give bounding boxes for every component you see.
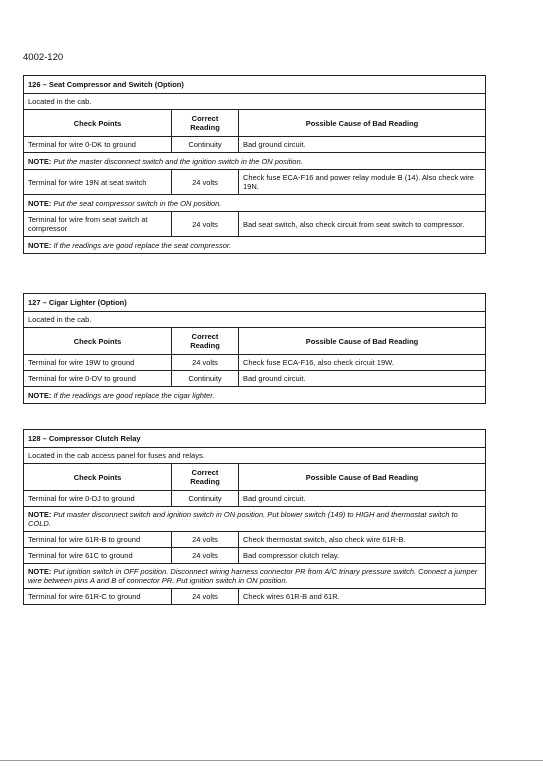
header-possible-cause: Possible Cause of Bad Reading <box>239 464 486 491</box>
possible-cause: Check fuse ECA-F16, also check circuit 19W. <box>239 355 486 371</box>
possible-cause: Bad ground circuit. <box>239 491 486 507</box>
check-point: Terminal for wire 0-DK to ground <box>24 137 172 153</box>
note-label: NOTE: <box>28 198 52 208</box>
header-check-points: Check Points <box>24 110 172 137</box>
note <box>24 153 486 170</box>
correct-reading: 24 volts <box>172 170 239 195</box>
possible-cause: Check wires 61R-B and 61R. <box>239 589 486 605</box>
note-label: NOTE: <box>28 240 52 250</box>
header-check-points: Check Points <box>24 464 172 491</box>
check-point: Terminal for wire from seat switch at compressor <box>24 212 172 237</box>
check-point: Terminal for wire 19N at seat switch <box>24 170 172 195</box>
table-row <box>24 532 486 548</box>
note <box>24 564 486 589</box>
check-point: Terminal for wire 61C to ground <box>24 548 172 564</box>
header-correct-reading: Correct Reading <box>172 328 239 355</box>
note-label: NOTE: <box>28 567 52 576</box>
note <box>24 195 486 212</box>
section-126-location: Located in the cab. <box>24 94 486 110</box>
section-127-table <box>23 293 486 404</box>
possible-cause: Bad seat switch, also check circuit from seat switch to compressor. <box>239 212 486 237</box>
correct-reading: 24 volts <box>172 589 239 605</box>
table-row <box>24 589 486 605</box>
header-possible-cause: Possible Cause of Bad Reading <box>239 110 486 137</box>
header-correct-reading: Correct Reading <box>172 464 239 491</box>
section-128-location: Located in the cab access panel for fuses and relays. <box>24 448 486 464</box>
possible-cause: Bad ground circuit. <box>239 371 486 387</box>
section-126-table <box>23 75 486 254</box>
check-point: Terminal for wire 0-DV to ground <box>24 371 172 387</box>
correct-reading: 24 volts <box>172 532 239 548</box>
note-label: NOTE: <box>28 510 52 519</box>
correct-reading: 24 volts <box>172 212 239 237</box>
correct-reading: Continuity <box>172 491 239 507</box>
note-text: Put ignition switch in OFF position. Disconnect wiring harness connector PR from A/C trinary pressure switch. Connect a jumper wire between pins A and B of connector PR. Put ignition switch in ON position. <box>28 567 478 585</box>
header-possible-cause: Possible Cause of Bad Reading <box>239 328 486 355</box>
table-row <box>24 170 486 195</box>
correct-reading: 24 volts <box>172 548 239 564</box>
note-label: NOTE: <box>28 390 52 400</box>
check-point: Terminal for wire 0-DJ to ground <box>24 491 172 507</box>
page-id: 4002-120 <box>23 52 64 63</box>
section-127-title: 127 – Cigar Lighter (Option) <box>24 294 486 312</box>
header-check-points: Check Points <box>24 328 172 355</box>
note-text: If the readings are good replace the seat compressor. <box>53 240 232 250</box>
possible-cause: Bad compressor clutch relay. <box>239 548 486 564</box>
table-row <box>24 491 486 507</box>
footer-divider <box>0 760 543 761</box>
table-row <box>24 371 486 387</box>
check-point: Terminal for wire 61R-C to ground <box>24 589 172 605</box>
note-text: If the readings are good replace the cigar lighter. <box>53 390 215 400</box>
note <box>24 507 486 532</box>
note-text: Put the seat compressor switch in the ON position. <box>53 198 222 208</box>
check-point: Terminal for wire 61R-B to ground <box>24 532 172 548</box>
table-row <box>24 548 486 564</box>
section-128-table <box>23 429 486 605</box>
header-correct-reading: Correct Reading <box>172 110 239 137</box>
table-row <box>24 137 486 153</box>
table-row <box>24 212 486 237</box>
possible-cause: Check fuse ECA-F16 and power relay module B (14). Also check wire 19N. <box>239 170 486 195</box>
correct-reading: 24 volts <box>172 355 239 371</box>
section-127-location: Located in the cab. <box>24 312 486 328</box>
correct-reading: Continuity <box>172 137 239 153</box>
note <box>24 237 486 254</box>
possible-cause: Bad ground circuit. <box>239 137 486 153</box>
section-128-title: 128 – Compressor Clutch Relay <box>24 430 486 448</box>
note <box>24 387 486 404</box>
note-label: NOTE: <box>28 156 52 166</box>
table-row <box>24 355 486 371</box>
note-text: Put the master disconnect switch and the ignition switch in the ON position. <box>53 156 303 166</box>
correct-reading: Continuity <box>172 371 239 387</box>
section-126-title: 126 – Seat Compressor and Switch (Option) <box>24 76 486 94</box>
check-point: Terminal for wire 19W to ground <box>24 355 172 371</box>
note-text: Put master disconnect switch and ignition switch in ON position. Put blower switch (149) to HIGH and thermostat switch to COLD. <box>28 510 458 528</box>
possible-cause: Check thermostat switch, also check wire 61R-B. <box>239 532 486 548</box>
